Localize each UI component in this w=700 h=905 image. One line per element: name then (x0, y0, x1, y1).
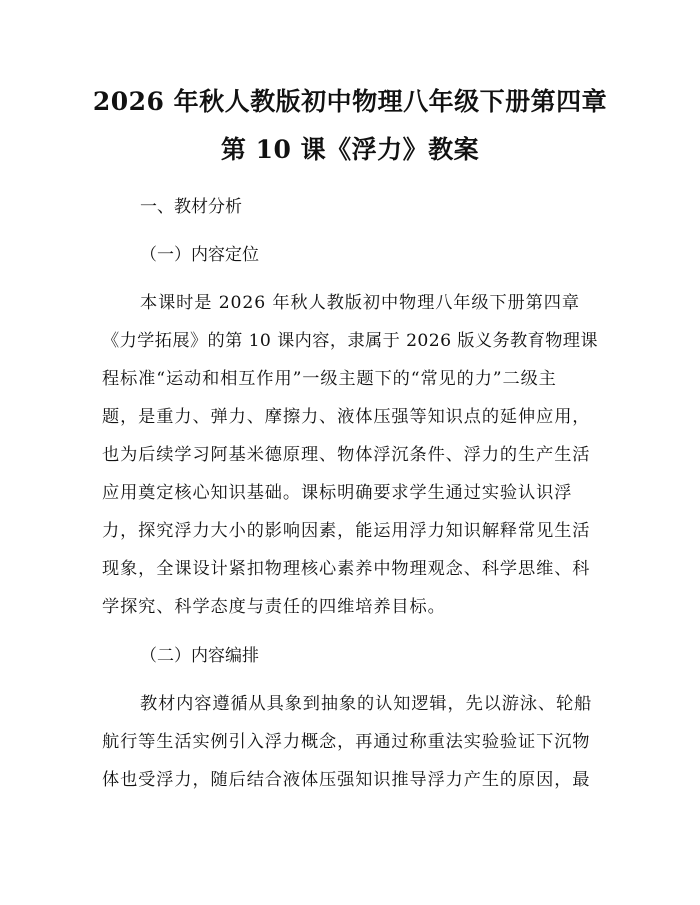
paragraph-line: 学探究、科学态度与责任的四维培养目标。 (102, 597, 446, 617)
document-title-line-2: 第 10 课《浮力》教案 (220, 135, 480, 164)
paragraph-line: 程标准“运动和相互作用”一级主题下的“常见的力”二级主 (102, 369, 557, 389)
paragraph-line: 教材内容遵循从具象到抽象的认知逻辑，先以游泳、轮船 (140, 694, 593, 714)
paragraph-line: 现象，全课设计紧扣物理核心素养中物理观念、科学思维、科 (102, 559, 591, 579)
paragraph-line: 体也受浮力，随后结合液体压强知识推导浮力产生的原因，最 (102, 770, 591, 790)
paragraph-line: 《力学拓展》的第 10 课内容，隶属于 2026 版义务教育物理课 (102, 331, 598, 351)
paragraph-line: 本课时是 2026 年秋人教版初中物理八年级下册第四章 (140, 293, 580, 313)
subsection-heading-2: （二）内容编排 (140, 646, 259, 666)
section-heading-1: 一、教材分析 (140, 197, 242, 217)
subsection-heading-1: （一）内容定位 (140, 245, 259, 265)
paragraph-line: 题，是重力、弹力、摩擦力、液体压强等知识点的延伸应用， (102, 407, 591, 427)
paragraph-line: 应用奠定核心知识基础。课标明确要求学生通过实验认识浮 (102, 483, 573, 503)
paragraph-line: 也为后续学习阿基米德原理、物体浮沉条件、浮力的生产生活 (102, 445, 591, 465)
paragraph-line: 力，探究浮力大小的影响因素，能运用浮力知识解释常见生活 (102, 521, 591, 541)
document-title-line-1: 2026 年秋人教版初中物理八年级下册第四章 (92, 87, 608, 116)
paragraph-line: 航行等生活实例引入浮力概念，再通过称重法实验验证下沉物 (102, 732, 591, 752)
